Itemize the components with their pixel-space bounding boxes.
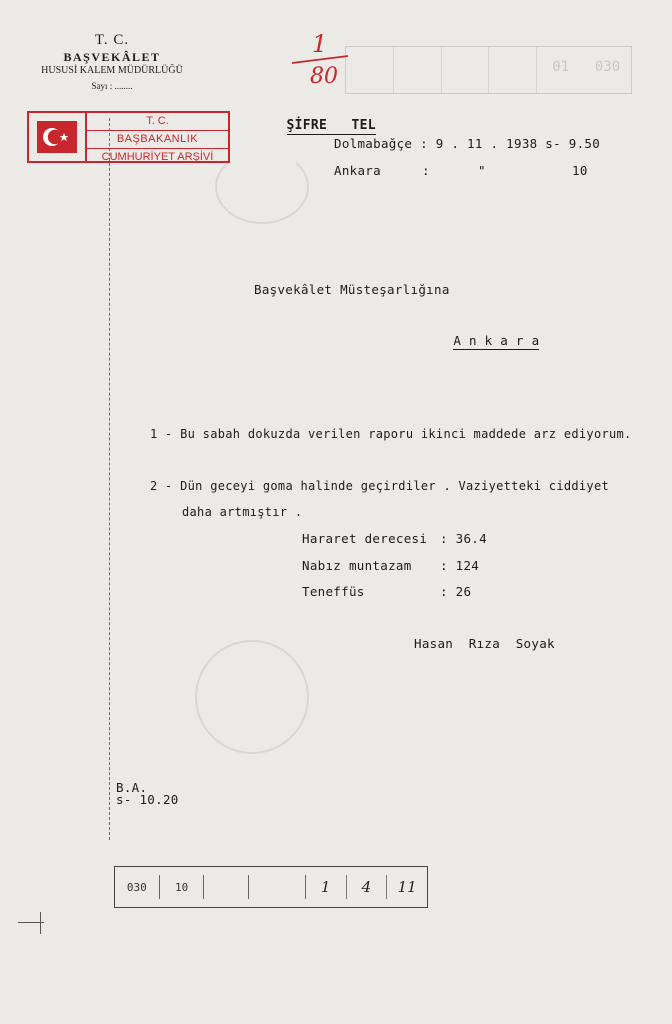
vital-value: : 26 bbox=[440, 584, 472, 599]
signature: Hasan Rıza Soyak bbox=[414, 636, 555, 651]
archive-stamp bbox=[27, 111, 230, 163]
code-cell bbox=[249, 875, 306, 899]
stamp-line-3: CUMHURİYET ARŞİVİ bbox=[101, 151, 214, 163]
letterhead-department: HUSUSİ KALEM MÜDÜRLÜĞÜ bbox=[41, 65, 183, 76]
page-number-mark bbox=[290, 30, 350, 92]
page-mark-denominator: 80 bbox=[310, 64, 338, 89]
destination-colon: : bbox=[422, 163, 430, 178]
page-mark-numerator: 1 bbox=[312, 30, 328, 58]
recipient-city bbox=[422, 318, 539, 363]
letterhead-country: T. C. bbox=[94, 32, 130, 48]
watermark-circle bbox=[195, 640, 309, 754]
body-item-1: 1 - Bu sabah dokuzda verilen raporu ikinci maddede arz ediyorum. bbox=[150, 427, 632, 441]
destination-place: Ankara bbox=[334, 163, 381, 178]
telegram-type-text: ŞİFRE TEL bbox=[286, 118, 376, 133]
code-cell: 11 bbox=[397, 878, 417, 896]
destination-time: 10 bbox=[572, 163, 588, 178]
destination-ditto: " bbox=[478, 163, 486, 178]
letterhead-office: BAŞVEKÂLET bbox=[63, 50, 161, 64]
top-code-box bbox=[345, 46, 632, 94]
code-cell bbox=[204, 875, 249, 899]
flag-emblem bbox=[29, 113, 87, 161]
origin-line: Dolmabağçe : 9 . 11 . 1938 s- 9.50 bbox=[334, 136, 601, 151]
vital-value: : 124 bbox=[440, 558, 480, 573]
vital-value: : 36.4 bbox=[440, 531, 487, 546]
body-item-2-line-2: daha artmıştır . bbox=[182, 505, 303, 519]
vital-label: Nabız muntazam bbox=[302, 558, 412, 573]
margin-tick-vertical bbox=[40, 912, 41, 934]
stamp-line-1: T. C. bbox=[87, 113, 228, 131]
recipient-name: Başvekâlet Müsteşarlığına bbox=[254, 282, 450, 297]
code-cell: 4 bbox=[347, 875, 388, 899]
archive-code-box bbox=[114, 866, 428, 908]
footer-time: s- 10.20 bbox=[116, 792, 179, 807]
crescent-star-icon bbox=[37, 121, 77, 153]
top-code-right: 01 bbox=[552, 59, 570, 75]
margin-fold-line bbox=[109, 118, 110, 840]
footer-initials: B.A. bbox=[116, 780, 148, 795]
vital-label: Hararet derecesi bbox=[302, 531, 428, 546]
letterhead-number: Sayı : ........ bbox=[91, 81, 133, 91]
code-cell: 10 bbox=[160, 875, 205, 899]
body-item-2-line-1: 2 - Dün geceyi goma halinde geçirdiler . Vaziyetteki ciddiyet bbox=[150, 479, 610, 493]
vital-label: Teneffüs bbox=[302, 584, 365, 599]
top-code-left: 030 bbox=[594, 59, 621, 75]
stamp-line-2: BAŞBAKANLIK bbox=[87, 131, 228, 149]
recipient-city-text: A n k a r a bbox=[453, 333, 540, 348]
code-cell: 1 bbox=[306, 875, 347, 899]
code-cell: 030 bbox=[115, 875, 160, 899]
